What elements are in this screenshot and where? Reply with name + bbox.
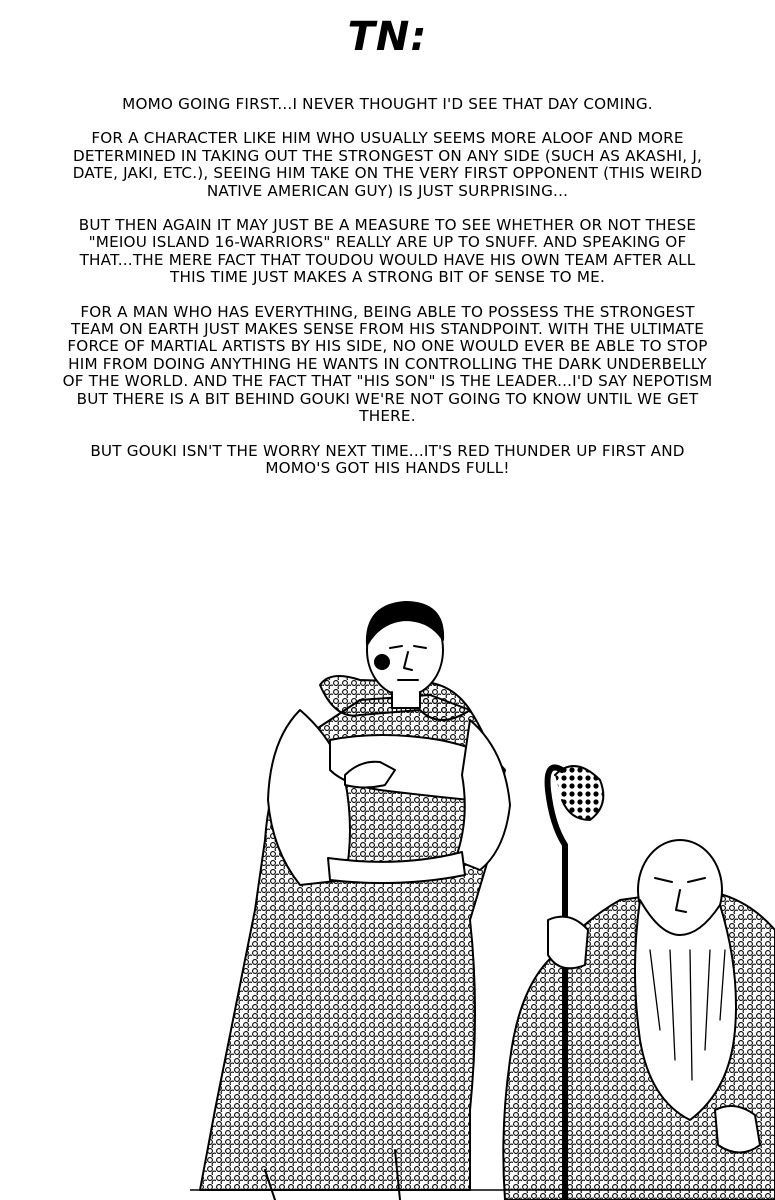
translator-notes <box>60 96 715 494</box>
page-title: TN: <box>347 14 428 60</box>
manga-illustration <box>0 590 775 1200</box>
note-paragraph: MOMO GOING FIRST...I NEVER THOUGHT I'D SEE THAT DAY COMING. <box>122 95 653 113</box>
old-man-figure <box>503 766 775 1200</box>
note-paragraph: BUT THEN AGAIN IT MAY JUST BE A MEASURE TO SEE WHETHER OR NOT THESE "MEIOU ISLAND 16-WARRIORS" REALLY ARE UP TO SNUFF. AND SPEAKING OF THAT...THE MERE FACT THAT TOUDOU WOULD HAVE HIS OWN TEAM AFTER ALL THIS TIME JUST MAKES A STRONG BIT OF SENSE TO ME. <box>78 216 697 287</box>
note-paragraph: FOR A MAN WHO HAS EVERYTHING, BEING ABLE TO POSSESS THE STRONGEST TEAM ON EARTH JUST MAKES SENSE FROM HIS STANDPOINT. WITH THE ULTIMATE FORCE OF MARTIAL ARTISTS BY HIS SIDE, NO ONE WOULD EVER BE ABLE TO STOP HIM FROM DOING ANYTHING HE WANTS IN CONTROLLING THE DARK UNDERBELLY OF THE WORLD. AND THE FACT THAT "HIS SON" IS THE LEADER...I'D SAY NEPOTISM BUT THERE IS A BIT BEHIND GOUKI WE'RE NOT GOING TO KNOW UNTIL WE GET THERE. <box>62 302 713 426</box>
note-paragraph: BUT GOUKI ISN'T THE WORRY NEXT TIME...IT'S RED THUNDER UP FIRST AND MOMO'S GOT HIS HANDS FULL! <box>90 441 685 477</box>
standing-warrior-figure <box>200 602 510 1200</box>
note-paragraph: FOR A CHARACTER LIKE HIM WHO USUALLY SEEMS MORE ALOOF AND MORE DETERMINED IN TAKING OUT THE STRONGEST ON ANY SIDE (SUCH AS AKASHI, J, DATE, JAKI, ETC.), SEEING HIM TAKE ON THE VERY FIRST OPPONENT (THIS WEIRD NATIVE AMERICAN GUY) IS JUST SURPRISING... <box>72 129 703 200</box>
